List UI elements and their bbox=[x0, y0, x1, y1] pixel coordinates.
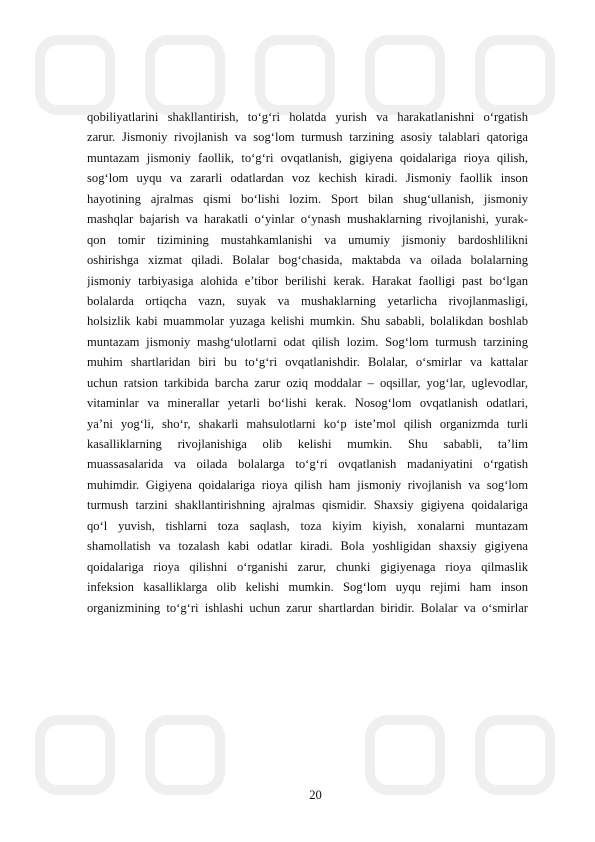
text-line: oshirishga xizmat qiladi. Bolalar bog‘chasida, maktabda va oilada bolalarning bbox=[87, 253, 528, 268]
text-line: muassasalarida va oilada bolalarga to‘g‘ri ovqatlanish madaniyatini o‘rgatish bbox=[87, 457, 528, 472]
text-line: qo‘l yuvish, tishlarni toza saqlash, toza kiyim kiyish, xonalarni muntazam bbox=[87, 518, 528, 533]
text-line: ya’ni yog‘li, sho‘r, shakarli mahsulotlarni ko‘p iste’mol qilish organizmda turli bbox=[87, 416, 528, 431]
text-line: muntazam jismoniy mashg‘ulotlarni odat qilish lozim. Sog‘lom turmush tarzining bbox=[87, 334, 528, 349]
text-line: muhim shartlaridan biri bu to‘g‘ri ovqatlanishdir. Bolalar, o‘smirlar va kattalar bbox=[87, 355, 528, 370]
text-line: jismoniy tarbiyasiga alohida e’tibor berilishi kerak. Harakat faolligi past bo‘lgan bbox=[87, 273, 528, 288]
text-line: uchun ratsion tarkibida barcha zarur oziq moddalar – oqsillar, yog‘lar, uglevodlar, bbox=[87, 375, 528, 390]
text-line: kasalliklarning rivojlanishiga olib kelishi mumkin. Shu sababli, ta’lim bbox=[87, 437, 528, 451]
text-line: mashqlar bajarish va harakatli o‘yinlar o‘ynash mushaklarning rivojlanishi, yurak- bbox=[87, 212, 528, 227]
text-line: hayotining ajralmas qismi bo‘lishi lozim. Sport bilan shug‘ullanish, jismoniy bbox=[87, 191, 528, 206]
text-line: sog‘lom uyqu va zararli odatlardan voz kechish kiradi. Jismoniy faollik inson bbox=[87, 171, 528, 186]
text-line: muntazam jismoniy faollik, to‘g‘ri ovqatlanish, gigiyena qoidalariga rioya qilish, bbox=[87, 150, 528, 165]
text-line: organizmining to‘g‘ri ishlashi uchun zarur shartlardan biridir. Bolalar va o‘smirlar bbox=[87, 600, 528, 615]
text-line: vitaminlar va minerallar yetarli bo‘lishi kerak. Nosog‘lom ovqatlanish odatlari, bbox=[87, 396, 528, 411]
text-line: bolalarda ortiqcha vazn, suyak va mushaklarning yetarlicha rivojlanmasligi, bbox=[87, 293, 528, 308]
text-line: infeksion kasalliklarga olib kelishi mumkin. Sog‘lom uyqu rejimi ham inson bbox=[87, 580, 528, 595]
page-number: 20 bbox=[309, 788, 322, 802]
text-line: qon tomir tizimining mustahkamlanishi va umumiy jismoniy bardoshlilikni bbox=[87, 232, 528, 247]
text-line: zarur. Jismoniy rivojlanish va sog‘lom turmush tarzining asosiy talablari qatoriga bbox=[87, 130, 528, 145]
text-line: shamollatish va tozalash kabi odatlar kiradi. Bola yoshligidan shaxsiy gigiyena bbox=[87, 539, 528, 554]
text-line: holsizlik kabi muammolar yuzaga kelishi mumkin. Shu sababli, bolalikdan boshlab bbox=[87, 314, 528, 329]
text-line: turmush tarzini shakllantirishning ajralmas qismidir. Shaxsiy gigiyena qoidalariga bbox=[87, 498, 528, 513]
text-line: qoidalariga rioya qilishni o‘rganishi zarur, chunki gigiyenaga rioya qilmaslik bbox=[87, 559, 528, 574]
text-line: muhimdir. Gigiyena qoidalariga rioya qilish ham jismoniy rivojlanish va sog‘lom bbox=[87, 477, 528, 492]
text-line: qobiliyatlarini shakllantirish, to‘g‘ri holatda yurish va harakatlanishni o‘rgatish bbox=[87, 110, 528, 124]
body-text bbox=[87, 107, 528, 618]
